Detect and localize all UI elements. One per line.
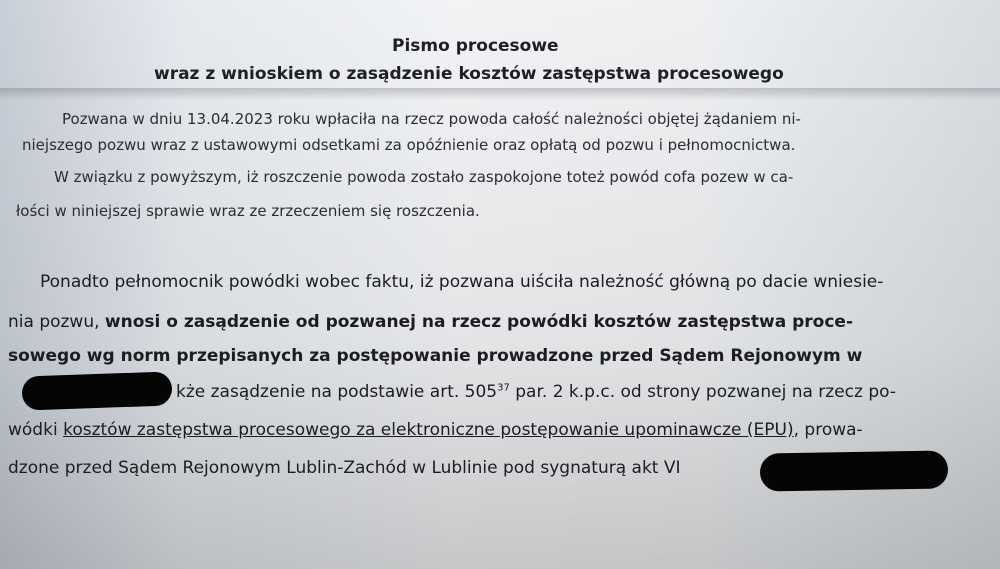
paragraph2-line4-a: kże zasądzenie na podstawie art. 505 xyxy=(176,382,498,402)
paragraph2-line4 xyxy=(176,382,896,402)
document-title: Pismo procesowe xyxy=(392,36,559,56)
article-superscript: 37 xyxy=(497,382,510,394)
paragraph2-line4-b: par. 2 k.p.c. od strony pozwanej na rzecz po- xyxy=(509,382,896,402)
redaction-mark-case-number xyxy=(760,450,949,491)
paragraph2-line3: sowego wg norm przepisanych za postępowanie prowadzone przed Sądem Rejonowym w xyxy=(8,346,863,366)
paragraph2-line1: Ponadto pełnomocnik powódki wobec faktu, iż pozwana uiściła należność główną po dacie wniesie- xyxy=(40,272,884,292)
epu-costs-underlined: kosztów zastępstwa procesowego za elektroniczne postępowanie upominawcze (EPU) xyxy=(63,420,794,440)
paragraph1-line3: W związku z powyższym, iż roszczenie powoda zostało zaspokojone toteż powód cofa pozew w ca- xyxy=(54,168,794,186)
paragraph1-line2: niejszego pozwu wraz z ustawowymi odsetkami za opóźnienie oraz opłatą od pozwu i pełnomocnictwa. xyxy=(22,136,796,154)
document-subtitle: wraz z wnioskiem o zasądzenie kosztów zastępstwa procesowego xyxy=(154,64,784,84)
paragraph2-line5-b: , prowa- xyxy=(793,420,863,440)
shadow-band xyxy=(0,88,1000,100)
paragraph2-line2-bold: wnosi o zasądzenie od pozwanej na rzecz powódki kosztów zastępstwa proce- xyxy=(104,312,854,332)
paragraph2-line2 xyxy=(8,312,853,332)
paragraph1-line1: Pozwana w dniu 13.04.2023 roku wpłaciła na rzecz powoda całość należności objętej żądaniem ni- xyxy=(62,110,801,128)
paragraph1-line4: łości w niniejszej sprawie wraz ze zrzeczeniem się roszczenia. xyxy=(16,202,480,220)
paragraph2-line5 xyxy=(8,420,863,440)
paragraph2-line5-a: wódki xyxy=(8,420,64,440)
paragraph2-line2-plain: nia pozwu, xyxy=(8,312,105,332)
paragraph2-line6: dzone przed Sądem Rejonowym Lublin-Zachód w Lublinie pod sygnaturą akt VI xyxy=(8,458,681,478)
redaction-mark-city xyxy=(21,371,172,410)
